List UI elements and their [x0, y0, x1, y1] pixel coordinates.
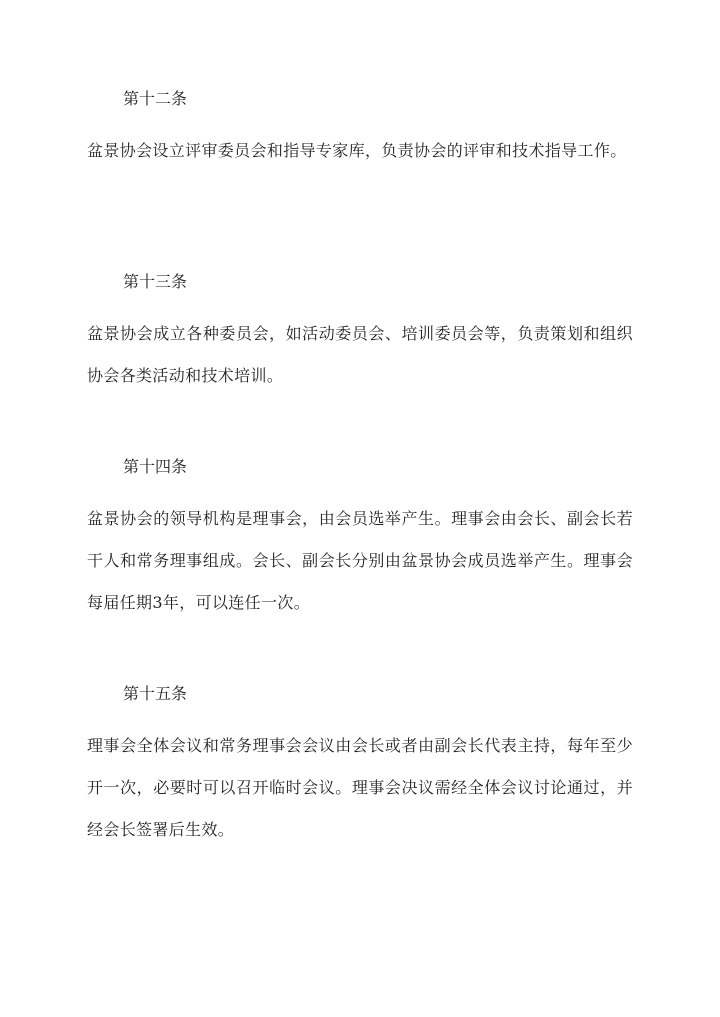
article-15: [87, 684, 633, 851]
article-heading: 第十五条: [123, 684, 188, 703]
article-heading: 第十四条: [123, 457, 188, 476]
article-body: 盆景协会成立各种委员会，如活动委员会、培训委员会等，负责策划和组织协会各类活动和技术培训。: [87, 324, 633, 385]
article-12: [87, 89, 633, 172]
article-body: 盆景协会的领导机构是理事会，由会员选举产生。理事会由会长、副会长若干人和常务理事组成。会长、副会长分别由盆景协会成员选举产生。理事会每届任期3年，可以连任一次。: [87, 509, 633, 612]
article-14: [87, 457, 633, 624]
article-body: 理事会全体会议和常务理事会会议由会长或者由副会长代表主持，每年至少开一次，必要时可以召开临时会议。理事会决议需经全体会议讨论通过，并经会长签署后生效。: [87, 736, 633, 839]
article-body: 盆景协会设立评审委员会和指导专家库，负责协会的评审和技术指导工作。: [87, 141, 627, 160]
article-13: [87, 272, 633, 397]
article-heading: 第十三条: [123, 272, 188, 291]
article-heading: 第十二条: [123, 89, 188, 108]
